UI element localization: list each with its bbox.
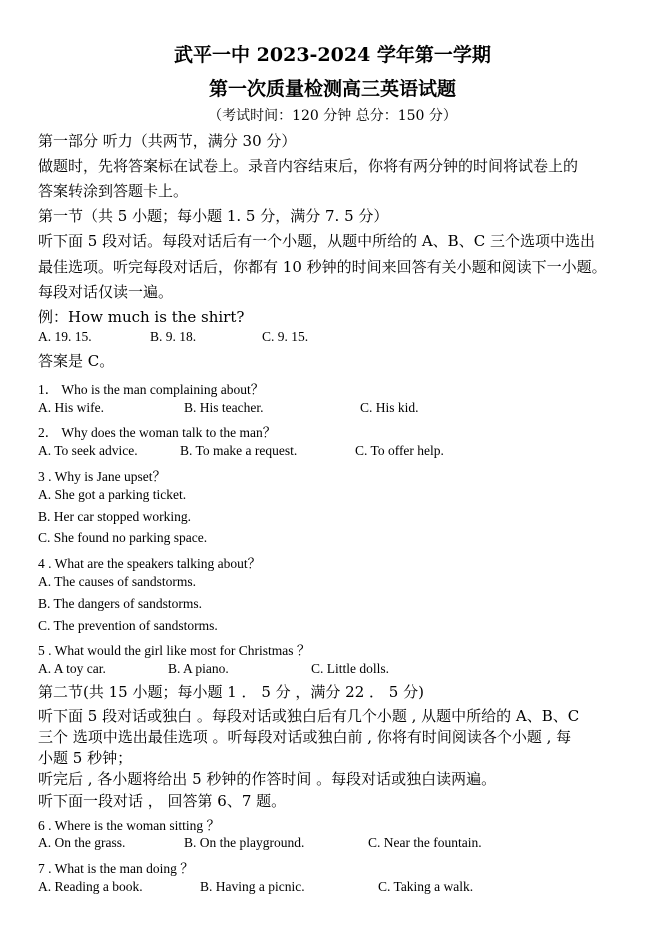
section1-instruction: 最佳选项。听完每段对话后，你都有 10 秒钟的时间来回答有关小题和阅读下一小题。 [38,258,607,276]
option-b: B. The dangers of sandstorms. [38,596,202,611]
section1-instruction: 听下面 5 段对话。每段对话后有一个小题，从题中所给的 A、B、C 三个选项中选出 [38,232,595,250]
option-c: C. Near the fountain. [368,835,482,850]
section2-instruction: 小题 5 秒钟； [38,749,133,767]
question-stem: 3 . Why is Jane upset？ [38,469,166,484]
option-b: B. His teacher. [184,400,264,415]
section1-heading: 第一节（共 5 小题；每小题 1. 5 分，满分 7. 5 分） [38,207,389,225]
option-b: B. On the playground. [184,835,305,850]
section1-instruction: 每段对话仅读一遍。 [38,283,174,301]
option-c: C. She found no parking space. [38,530,208,545]
section2-instruction: 听下面一段对话 ， 回答第 6、7 题。 [38,792,287,810]
option-b: B. A piano. [168,661,229,676]
part1-intro-line: 答案转涂到答题卡上。 [38,182,189,200]
example-option-a: A. 19. 15. [38,329,92,344]
example-answer: 答案是 C。 [38,352,115,370]
option-c: C. To offer help. [355,443,444,458]
option-a: A. His wife. [38,400,104,415]
question-stem: 4 . What are the speakers talking about？ [38,556,262,571]
option-a: A. On the grass. [38,835,126,850]
exam-info: （考试时间：120 分钟 总分：150 分） [208,108,457,124]
option-b: B. Her car stopped working. [38,509,191,524]
question-stem: 2． Why does the woman talk to the man？ [38,425,277,440]
part1-intro-line: 做题时，先将答案标在试卷上。录音内容结束后，你将有两分钟的时间将试卷上的 [38,157,579,175]
option-a: A. Reading a book. [38,879,143,894]
option-a: A. To seek advice. [38,443,138,458]
option-a: A. A toy car. [38,661,106,676]
section2-heading: 第二节(共 15 小题；每小题 1 ． 5 分 ，满分 22 ． 5 分) [38,683,424,701]
question-stem: 5 . What would the girl like most for Christmas ？ [38,643,311,658]
exam-subtitle: 第一次质量检测高三英语试题 [208,78,456,100]
exam-title: 武平一中 2023-2024 学年第一学期 [174,44,491,66]
option-c: C. His kid. [360,400,419,415]
section2-instruction: 听完后 , 各小题将给出 5 秒钟的作答时间 。每段对话或独白读两遍。 [38,770,497,788]
option-a: A. She got a parking ticket. [38,487,187,502]
option-c: C. The prevention of sandstorms. [38,618,218,633]
example-option-b: B. 9. 18. [150,329,197,344]
section2-instruction: 听下面 5 段对话或独白 。每段对话或独白后有几个小题 , 从题中所给的 A、B、C [38,707,580,725]
question-stem: 1． Who is the man complaining about？ [38,382,265,397]
option-c: C. Taking a walk. [378,879,474,894]
question-stem: 6 . Where is the woman sitting ？ [38,818,220,833]
question-stem: 7 . What is the man doing ？ [38,861,194,876]
section2-instruction: 三个 选项中选出最佳选项 。听每段对话或独白前 , 你将有时间阅读各个小题 , 每 [38,728,572,746]
part1-heading: 第一部分 听力（共两节，满分 30 分） [38,132,297,150]
option-b: B. Having a picnic. [200,879,305,894]
option-a: A. The causes of sandstorms. [38,574,196,589]
option-b: B. To make a request. [180,443,298,458]
option-c: C. Little dolls. [311,661,390,676]
example-option-c: C. 9. 15. [262,329,309,344]
example-question: 例：How much is the shirt? [38,308,245,326]
